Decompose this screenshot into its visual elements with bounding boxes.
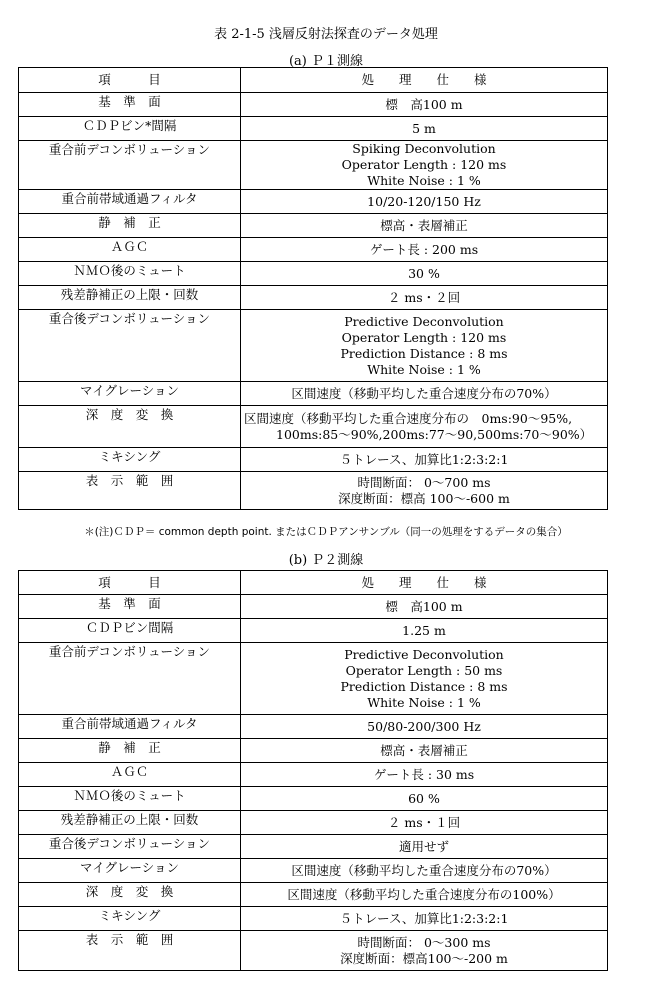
table-b-subtitle: (b) Ｐ２測線 bbox=[288, 553, 364, 568]
row-spec bbox=[241, 262, 608, 286]
row-item: ＮＭＯ後のミュート bbox=[19, 787, 241, 811]
spec-line: 標高・表層補正 bbox=[380, 217, 468, 233]
spec-line: White Noise : 1 % bbox=[367, 361, 481, 377]
table-row bbox=[19, 117, 608, 141]
spec-line: ゲート長 : 200 ms bbox=[369, 241, 479, 257]
spec-line: 区間速度（移動平均した重合速度分布の70%） bbox=[291, 862, 557, 878]
row-spec bbox=[241, 382, 608, 406]
spec-line: 適用せず bbox=[398, 838, 449, 854]
table-row bbox=[19, 382, 608, 406]
spec-line: 標 高100 m bbox=[385, 598, 463, 614]
table-row bbox=[19, 931, 608, 971]
table-a-subtitle: (a) Ｐ１測線 bbox=[288, 54, 364, 69]
table-header-row bbox=[19, 68, 608, 93]
table-row bbox=[19, 883, 608, 907]
row-item: 重合前デコンボリューション bbox=[19, 141, 241, 190]
spec-line: White Noise : 1 % bbox=[367, 173, 481, 188]
spec-line: 区間速度（移動平均した重合速度分布の70%） bbox=[291, 385, 557, 401]
spec-line: Predictive Deconvolution bbox=[344, 313, 504, 329]
spec-line: 5 m bbox=[412, 120, 436, 136]
row-spec bbox=[241, 763, 608, 787]
spec-line: 深度断面：標高100～-200 m bbox=[340, 950, 508, 966]
spec-line: 50/80-200/300 Hz bbox=[367, 718, 481, 734]
row-spec bbox=[241, 117, 608, 141]
row-spec bbox=[241, 811, 608, 835]
row-spec bbox=[241, 883, 608, 907]
table-row bbox=[19, 739, 608, 763]
row-item: ミキシング bbox=[19, 907, 241, 931]
spec-line: ５トレース、加算比1:2:3:2:1 bbox=[339, 451, 509, 467]
row-item: 基 準 面 bbox=[19, 93, 241, 117]
row-item: 重合後デコンボリューション bbox=[19, 835, 241, 859]
row-item: 深 度 変 換 bbox=[19, 406, 241, 448]
spec-line: 標高・表層補正 bbox=[380, 742, 468, 758]
row-item: ＡＧＣ bbox=[19, 238, 241, 262]
table-row bbox=[19, 190, 608, 214]
spec-line: ゲート長 : 30 ms bbox=[373, 766, 475, 782]
spec-line: 時間断面： 0～300 ms bbox=[357, 934, 491, 950]
row-item: 表 示 範 囲 bbox=[19, 472, 241, 510]
row-spec bbox=[241, 190, 608, 214]
spec-line: Prediction Distance : 8 ms bbox=[340, 678, 508, 694]
table-header-row bbox=[19, 571, 608, 595]
header-item: 項 目 bbox=[19, 571, 241, 595]
table-row bbox=[19, 595, 608, 619]
row-spec bbox=[241, 931, 608, 971]
spec-line: White Noise : 1 % bbox=[367, 694, 481, 710]
table-row bbox=[19, 406, 608, 448]
spec-line: 深度断面：標高 100～-600 m bbox=[338, 490, 510, 506]
document-title: 表 2-1-5 浅層反射法探査のデータ処理 bbox=[214, 27, 438, 42]
table-row bbox=[19, 787, 608, 811]
row-item: 深 度 変 換 bbox=[19, 883, 241, 907]
spec-line: Operator Length : 120 ms bbox=[341, 329, 507, 345]
row-item: ＣＤＰビン*間隔 bbox=[19, 117, 241, 141]
row-spec bbox=[241, 907, 608, 931]
table-row bbox=[19, 448, 608, 472]
table-row bbox=[19, 262, 608, 286]
row-item: 重合前帯域通過フィルタ bbox=[19, 715, 241, 739]
header-item: 項 目 bbox=[19, 68, 241, 93]
spec-line: 100ms:85～90%,200ms:77～90,500ms:70～90%） bbox=[276, 426, 593, 442]
row-item: 残差静補正の上限・回数 bbox=[19, 811, 241, 835]
spec-line: ５トレース、加算比1:2:3:2:1 bbox=[339, 910, 509, 926]
row-spec bbox=[241, 739, 608, 763]
row-spec bbox=[241, 787, 608, 811]
row-spec bbox=[241, 448, 608, 472]
row-spec bbox=[241, 406, 608, 448]
row-spec bbox=[241, 715, 608, 739]
spec-line: Operator Length : 120 ms bbox=[341, 157, 507, 172]
table-row bbox=[19, 763, 608, 787]
table-row bbox=[19, 715, 608, 739]
spec-line: 10/20-120/150 Hz bbox=[367, 193, 481, 209]
spec-line: 標 高100 m bbox=[385, 96, 463, 112]
table-row bbox=[19, 811, 608, 835]
table-row bbox=[19, 214, 608, 238]
row-item: 重合前デコンボリューション bbox=[19, 643, 241, 715]
table-row bbox=[19, 93, 608, 117]
table-row bbox=[19, 238, 608, 262]
spec-line: ２ ms・２回 bbox=[387, 289, 461, 305]
row-item: 重合後デコンボリューション bbox=[19, 310, 241, 382]
table-row bbox=[19, 286, 608, 310]
row-item: ミキシング bbox=[19, 448, 241, 472]
table-row bbox=[19, 310, 608, 382]
row-item: 静 補 正 bbox=[19, 739, 241, 763]
spec-line: 区間速度（移動平均した重合速度分布の 0ms:90～95%, bbox=[244, 410, 573, 426]
row-item: ＡＧＣ bbox=[19, 763, 241, 787]
header-spec: 処 理 仕 様 bbox=[241, 571, 608, 595]
row-spec bbox=[241, 214, 608, 238]
spec-line: 30 % bbox=[408, 265, 440, 281]
table-row bbox=[19, 835, 608, 859]
row-spec bbox=[241, 643, 608, 715]
spec-line: ２ ms・１回 bbox=[387, 814, 461, 830]
row-item: マイグレーション bbox=[19, 859, 241, 883]
row-spec bbox=[241, 310, 608, 382]
row-item: 静 補 正 bbox=[19, 214, 241, 238]
row-spec bbox=[241, 859, 608, 883]
row-item: 表 示 範 囲 bbox=[19, 931, 241, 971]
table-a bbox=[18, 67, 608, 510]
spec-line: Predictive Deconvolution bbox=[344, 646, 504, 662]
spec-line: Operator Length : 50 ms bbox=[345, 662, 503, 678]
table-row bbox=[19, 472, 608, 510]
table-row bbox=[19, 643, 608, 715]
row-spec bbox=[241, 238, 608, 262]
spec-line: 60 % bbox=[408, 790, 440, 806]
row-item: ＮＭＯ後のミュート bbox=[19, 262, 241, 286]
table-row bbox=[19, 907, 608, 931]
row-item: マイグレーション bbox=[19, 382, 241, 406]
spec-line: 区間速度（移動平均した重合速度分布の100%） bbox=[287, 886, 561, 902]
row-item: 残差静補正の上限・回数 bbox=[19, 286, 241, 310]
footnote: ＊(注)ＣＤＰ＝ common depth point. またはＣＤＰアンサンブル（同一の処理をするデータの集合） bbox=[84, 526, 568, 538]
spec-line: Prediction Distance : 8 ms bbox=[340, 345, 508, 361]
row-spec bbox=[241, 835, 608, 859]
row-spec bbox=[241, 595, 608, 619]
row-spec bbox=[241, 619, 608, 643]
row-item: ＣＤＰビン間隔 bbox=[19, 619, 241, 643]
table-row bbox=[19, 619, 608, 643]
spec-line: Spiking Deconvolution bbox=[352, 141, 496, 156]
row-spec bbox=[241, 93, 608, 117]
spec-line: 1.25 m bbox=[402, 622, 446, 638]
table-b bbox=[18, 570, 608, 971]
table-row bbox=[19, 141, 608, 190]
row-item: 基 準 面 bbox=[19, 595, 241, 619]
row-spec bbox=[241, 141, 608, 190]
header-spec: 処 理 仕 様 bbox=[241, 68, 608, 93]
row-spec bbox=[241, 472, 608, 510]
table-row bbox=[19, 859, 608, 883]
row-item: 重合前帯域通過フィルタ bbox=[19, 190, 241, 214]
row-spec bbox=[241, 286, 608, 310]
spec-line: 時間断面： 0～700 ms bbox=[357, 474, 491, 490]
